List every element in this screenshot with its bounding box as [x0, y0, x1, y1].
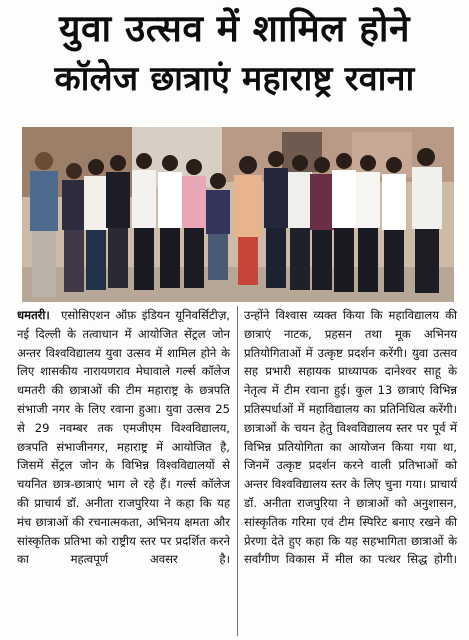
group-photo-icon [22, 127, 454, 302]
article-column-1 [17, 306, 230, 636]
article-column-2-text: उन्होंने विश्वास व्यक्त किया कि महाविद्यालय की छात्राएं नाटक, प्रहसन तथा मूक अभिनय प्रतियोगिताओं में उत्कृष्ट प्रदर्शन करेंगी। युवा उत्सव सह प्रभारी सहायक प्राध्यापक दानेश्वर साहू के नेतृत्व में टीम रवाना हुई। कुल 13 छात्राएं विभिन्न प्रतिस्पर्धाओं में महाविद्यालय का प्रतिनिधित्व करेंगी। छात्राओं के चयन हेतु विश्वविद्यालय स्तर पर पूर्व में विभिन्न प्रतियोगिता का आयोजन किया गया था, जिनमें उत्कृष्ट प्रदर्शन करने वाली प्रतिभाओं को अन्तर विश्वविद्यालय स्तर के लिए चुना गया। प्राचार्य डॉ. अनीता राजपुरिया ने छात्राओं को अनुशासन, सांस्कृतिक गरिमा एवं टीम स्पिरिट बनाए रखने की प्रेरणा देते हुए कहा कि यह सहभागिता छात्राओं के सर्वांगीण विकास में मील का पत्थर सिद्ध होगी। [244, 308, 457, 567]
headline [0, 4, 469, 104]
column-divider [237, 306, 238, 636]
group-photo [22, 127, 454, 302]
article-column-1-text: एसोसिएशन ऑफ़ इंडियन यूनिवर्सिटीज़, नई दिल्ली के तत्वाधान में आयोजित सेंट्रल जोन अन्तर विश्वविद्यालय युवा उत्सव में शामिल होने के लिए शासकीय नारायणराव मेघावाले गर्ल्स कॉलेज धमतरी की छात्राओं की टीम महाराष्ट्र के छत्रपति संभाजी नगर के लिए रवाना हुआ। युवा उत्सव 25 से 29 नवम्बर तक एमजीएम विश्वविद्यालय, छत्रपति संभाजीनगर, महाराष्ट्र में आयोजित है, जिसमें सेंट्रल जोन के विभिन्न विश्वविद्यालयों से चयनित छात्र-छात्राएं भाग ले रहे हैं। गर्ल्स कॉलेज की प्राचार्य डॉ. अनीता राजपुरिया ने कहा कि यह मंच छात्राओं की रचनात्मकता, अभिनय क्षमता और सांस्कृतिक प्रतिभा को राष्ट्रीय स्तर पर प्रदर्शित करने का महत्वपूर्ण अवसर है। [17, 308, 230, 567]
article-column-2 [244, 306, 457, 636]
article-body [17, 306, 457, 636]
headline-line-2: कॉलेज छात्राएं महाराष्ट्र रवाना [54, 59, 415, 99]
headline-line-1: युवा उत्सव में शामिल होने [58, 7, 410, 50]
dateline: धमतरी। [17, 308, 50, 322]
